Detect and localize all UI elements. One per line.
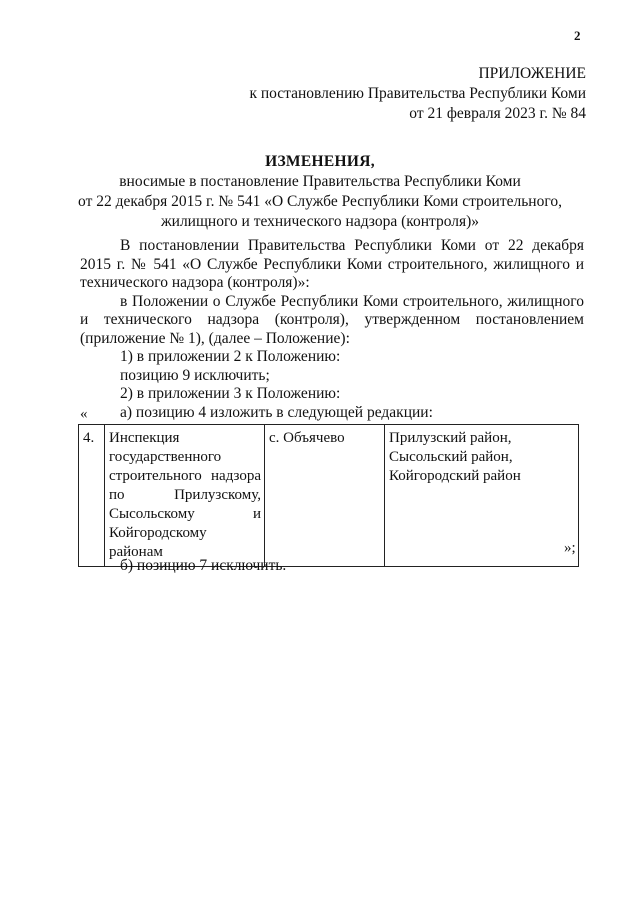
appendix-block (249, 64, 586, 124)
document-heading (0, 152, 640, 232)
quote-open: « (80, 406, 88, 422)
amendment-table (78, 424, 579, 567)
document-body (80, 237, 584, 422)
heading-line: вносимые в постановление Правительства Республики Коми (119, 173, 521, 190)
paragraph: 1) в приложении 2 к Положению: (120, 348, 341, 365)
district: Койгородский район (389, 468, 521, 484)
cell-districts (385, 425, 579, 567)
cell-place: с. Объячево (265, 425, 385, 567)
appendix-line: к постановлению Правительства Республики Коми (249, 85, 586, 102)
paragraph: 2) в приложении 3 к Положению: (120, 385, 341, 402)
quote-close: »; (564, 540, 576, 556)
table-row (79, 425, 579, 567)
paragraph: позицию 9 исключить; (120, 366, 270, 384)
district: Сысольский район, (389, 449, 513, 465)
paragraph: в Положении о Службе Республики Коми строительного, жилищного и технического надзора (контроля), утвержденном постановлением (приложение № 1), (далее – Положение): (80, 292, 584, 347)
appendix-line: от 21 февраля 2023 г. № 84 (409, 105, 586, 122)
district: Прилузский район, (389, 430, 512, 446)
heading-title: ИЗМЕНЕНИЯ, (265, 153, 375, 170)
last-line: б) позицию 7 исключить. (120, 557, 287, 574)
appendix-title: ПРИЛОЖЕНИЕ (478, 65, 586, 82)
paragraph: а) позицию 4 изложить в следующей редакции: (120, 403, 433, 421)
heading-line: жилищного и технического надзора (контроля)» (160, 213, 480, 230)
heading-line: от 22 декабря 2015 г. № 541 «О Службе Республики Коми строительного, (78, 193, 562, 210)
page-number: 2 (574, 28, 581, 43)
cell-number: 4. (79, 425, 105, 567)
cell-name: Инспекция государственного строительного надзора по Прилузскому, Сысольскому и Койгородскому районам (105, 425, 265, 567)
paragraph: В постановлении Правительства Республики Коми от 22 декабря 2015 г. № 541 «О Службе Республики Коми строительного, жилищного и технического надзора (контроля)»: (80, 237, 584, 291)
